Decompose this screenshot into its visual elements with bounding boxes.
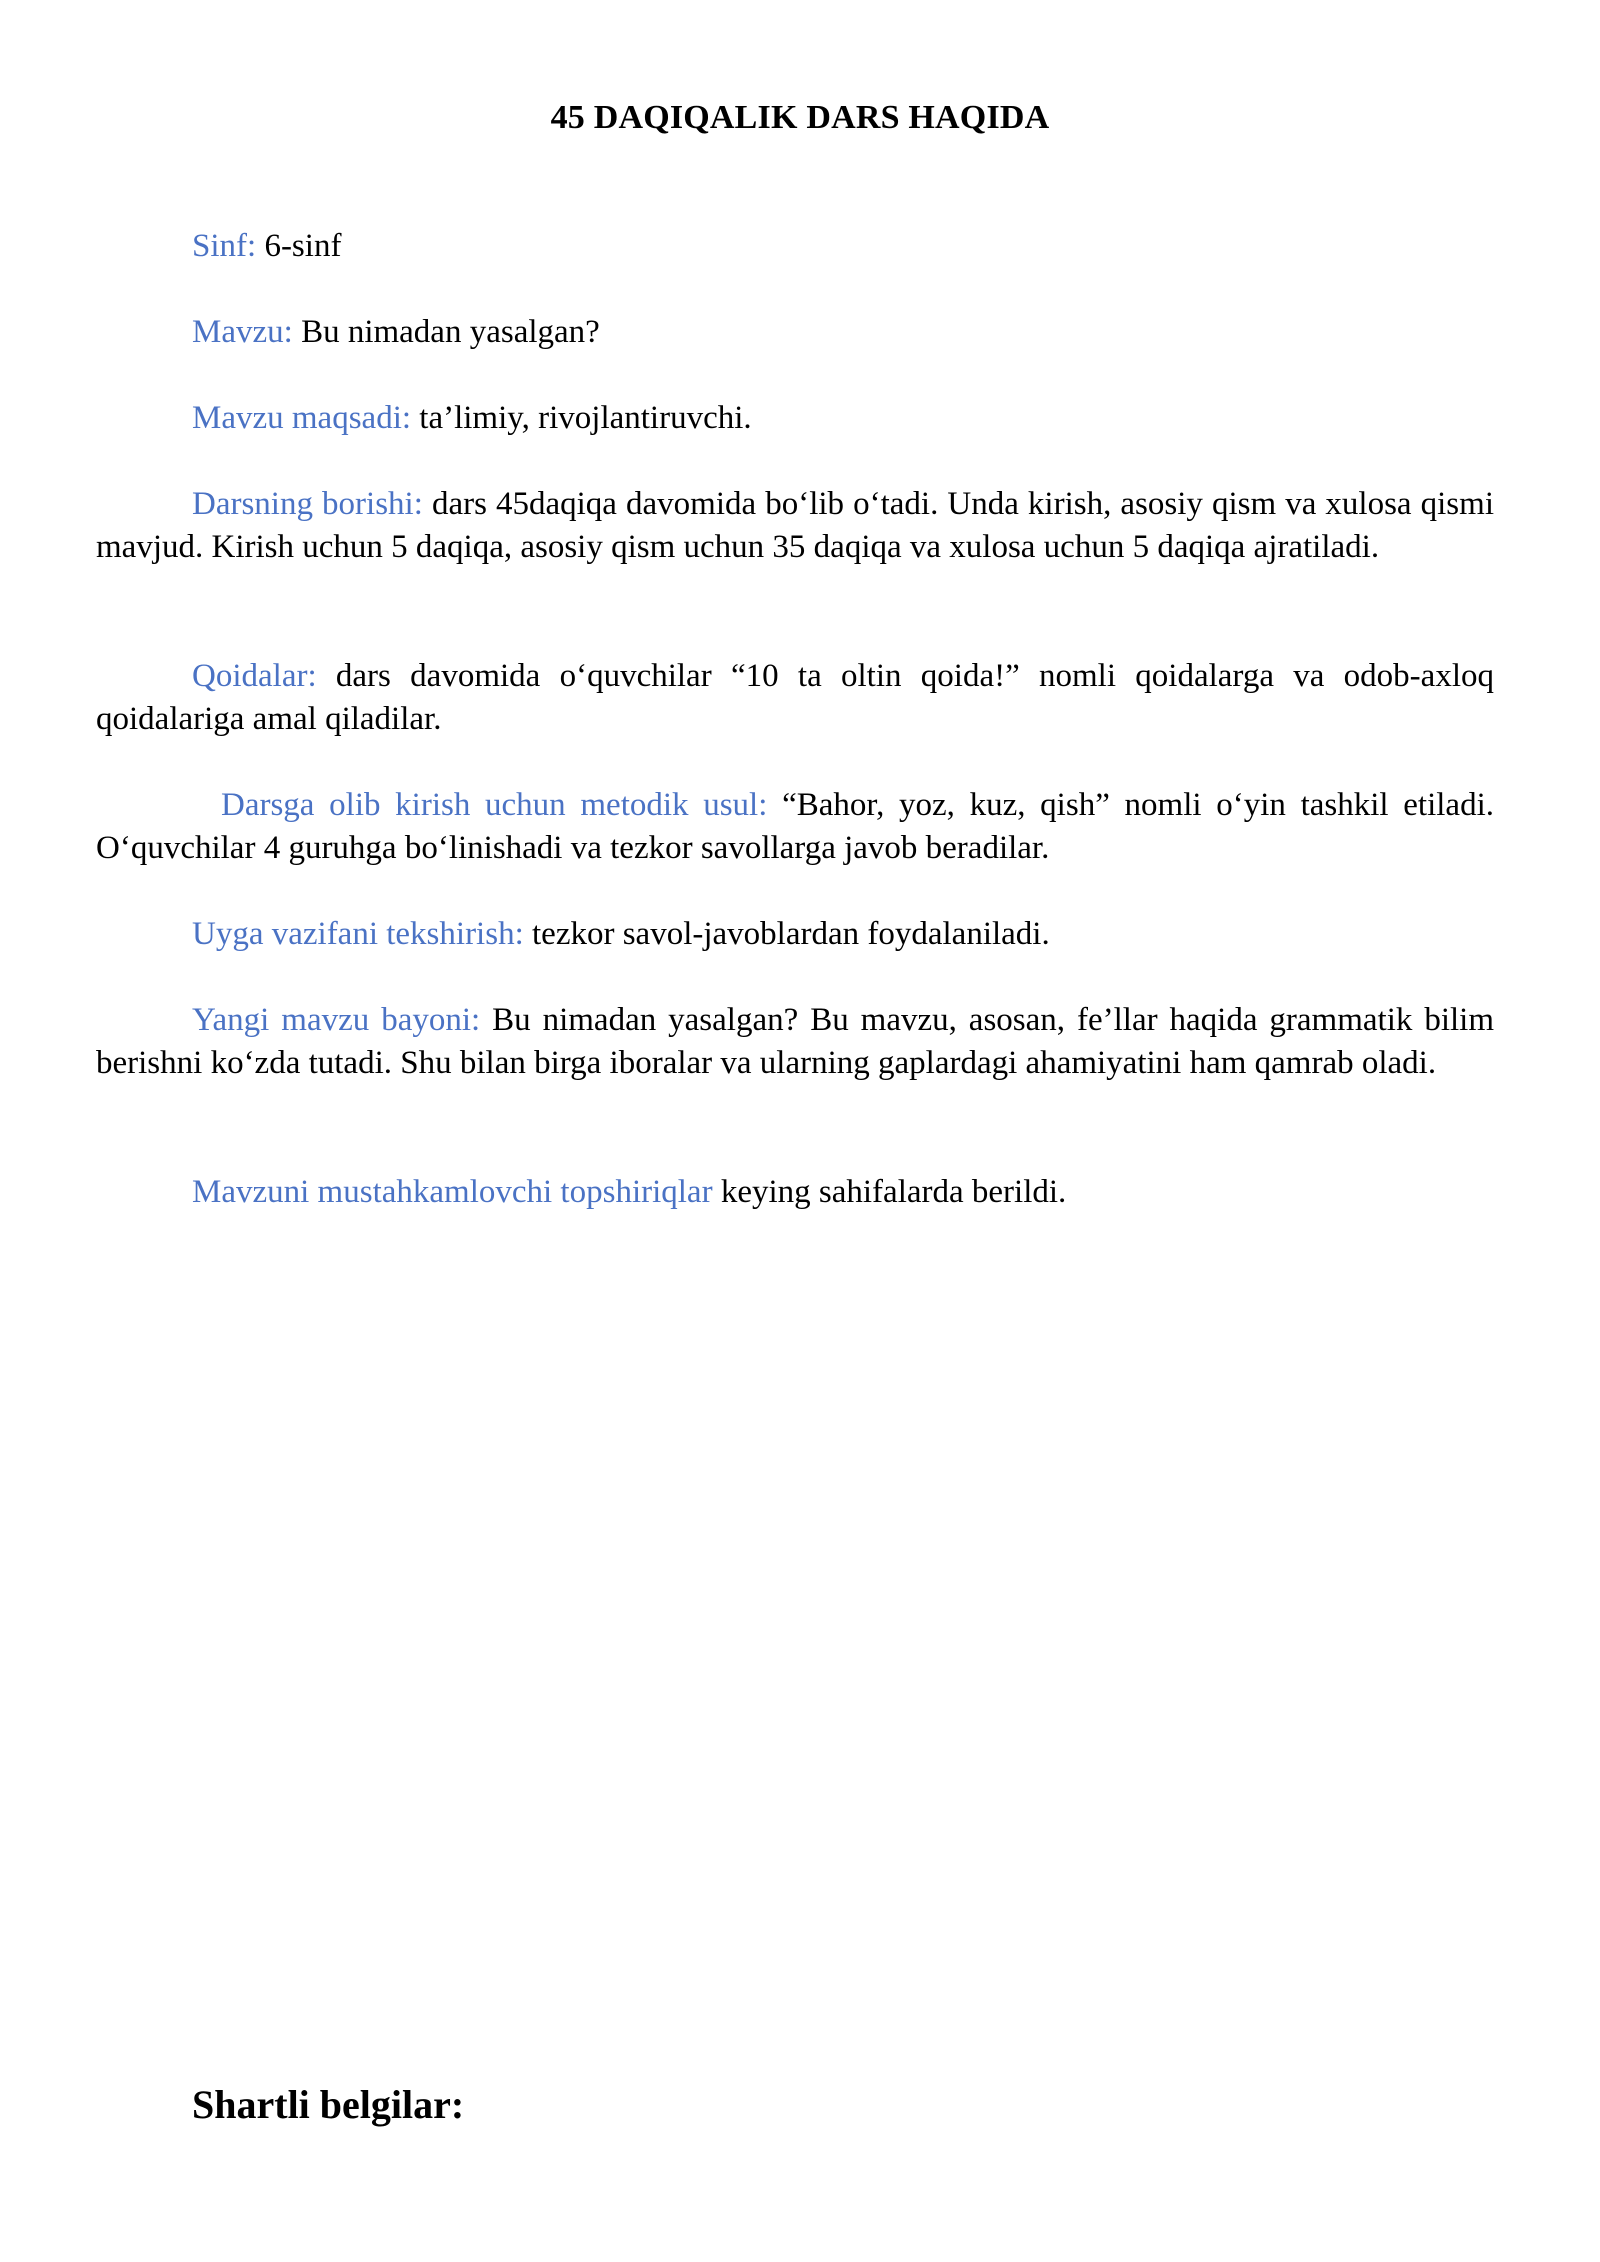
- section-text: keying sahifalarda berildi.: [712, 1174, 1067, 1210]
- section-label: Sinf:: [192, 228, 257, 264]
- legend-heading: Shartli belgilar:: [192, 2082, 465, 2127]
- section-text: 6-sinf: [256, 228, 342, 264]
- section-label: Darsga olib kirish uchun metodik usul:: [221, 787, 768, 823]
- section-text: dars 45daqiqa davomida bo‘lib o‘tadi. Unda kirish, asosiy qism va xulosa qismi mavjud. Kirish uchun 5 daqiqa, asosiy qism uchun 35 daqiqa va xulosa uchun 5 daqiqa ajratiladi.: [96, 486, 1494, 565]
- section-label: Mavzuni mustahkamlovchi topshiriqlar: [192, 1174, 713, 1210]
- section-label: Mavzu:: [192, 314, 293, 350]
- section-label: Uyga vazifani tekshirish:: [192, 916, 524, 952]
- section-text: tezkor savol-javoblardan foydalaniladi.: [523, 916, 1050, 952]
- section-topic: [96, 311, 1494, 354]
- document-title: 45 DAQIQALIK DARS HAQIDA: [550, 99, 1050, 136]
- section-text: Bu nimadan yasalgan?: [292, 314, 600, 350]
- section-method: [96, 784, 1494, 870]
- section-text: “Bahor, yoz, kuz, qish” nomli o‘yin tashkil etiladi. O‘quvchilar 4 guruhga bo‘linishadi va tezkor savollarga javob beradilar.: [96, 787, 1494, 866]
- section-text: ta’limiy, rivojlantiruvchi.: [411, 400, 752, 436]
- section-label: Qoidalar:: [192, 658, 317, 694]
- section-label: Yangi mavzu bayoni:: [192, 1002, 481, 1038]
- section-rules: [96, 655, 1494, 741]
- section-reinforcement: [96, 1171, 1494, 1214]
- section-homework-check: [96, 913, 1494, 956]
- section-lesson-flow: [96, 483, 1494, 569]
- section-text: Bu nimadan yasalgan? Bu mavzu, asosan, fe’llar haqida grammatik bilim berishni ko‘zda tutadi. Shu bilan birga iboralar va ularning gaplardagi ahamiyatini ham qamrab oladi.: [96, 1002, 1494, 1081]
- section-label: Mavzu maqsadi:: [192, 400, 412, 436]
- section-new-topic: [96, 999, 1494, 1085]
- section-text: dars davomida o‘quvchilar “10 ta oltin qoida!” nomli qoidalarga va odob-axloq qoidalariga amal qiladilar.: [96, 658, 1494, 737]
- section-label: Darsning borishi:: [192, 486, 423, 522]
- section-topic-goal: [96, 397, 1494, 440]
- section-class: [96, 225, 1494, 268]
